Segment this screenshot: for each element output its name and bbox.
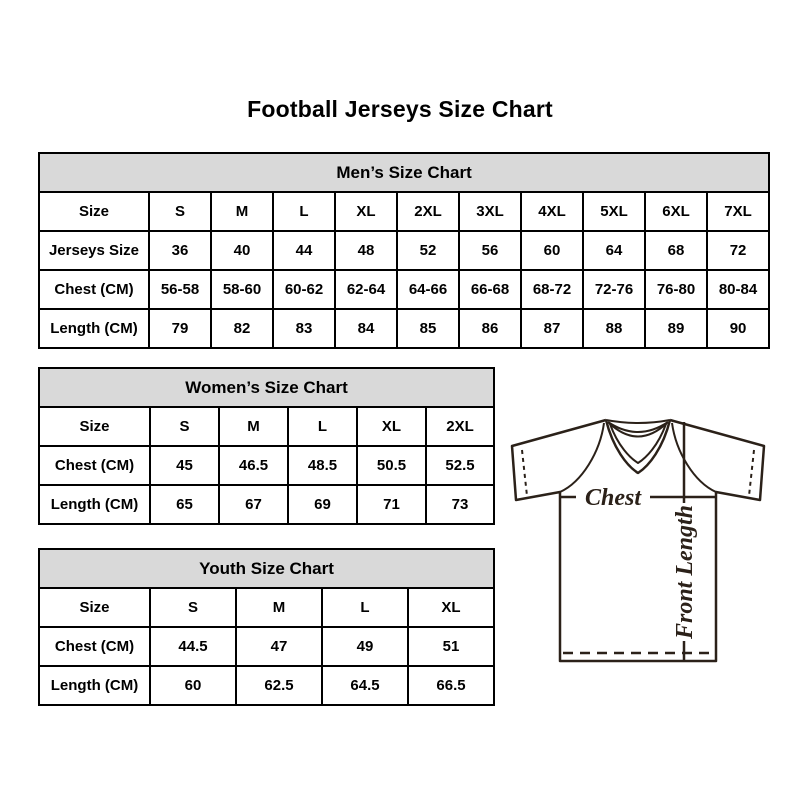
value-cell: 88 (583, 309, 645, 348)
size-cell: L (322, 588, 408, 627)
youth-size-chart-table (38, 548, 495, 706)
value-cell: 60 (150, 666, 236, 705)
value-cell: 45 (150, 446, 219, 485)
value-cell: 82 (211, 309, 273, 348)
chest-label: Chest (584, 485, 642, 511)
value-cell: 72 (707, 231, 769, 270)
table-header-row (39, 549, 494, 588)
row-label-length: Length (CM) (39, 666, 150, 705)
size-cell: 4XL (521, 192, 583, 231)
value-cell: 80-84 (707, 270, 769, 309)
value-cell: 66-68 (459, 270, 521, 309)
size-cell: M (219, 407, 288, 446)
page-title: Football Jerseys Size Chart (247, 96, 553, 122)
value-cell: 58-60 (211, 270, 273, 309)
value-cell: 49 (322, 627, 408, 666)
value-cell: 48 (335, 231, 397, 270)
value-cell: 64 (583, 231, 645, 270)
value-cell: 72-76 (583, 270, 645, 309)
value-cell: 62-64 (335, 270, 397, 309)
table-row (39, 588, 494, 627)
table-row (39, 407, 494, 446)
value-cell: 40 (211, 231, 273, 270)
size-cell: S (150, 407, 219, 446)
value-cell: 83 (273, 309, 335, 348)
row-label-size: Size (39, 588, 150, 627)
youth-table-title: Youth Size Chart (39, 549, 494, 588)
value-cell: 84 (335, 309, 397, 348)
jersey-measurement-diagram (500, 400, 780, 670)
value-cell: 56-58 (149, 270, 211, 309)
row-label-chest: Chest (CM) (39, 627, 150, 666)
table-row (39, 627, 494, 666)
value-cell: 64-66 (397, 270, 459, 309)
right-armhole-seam (672, 423, 716, 492)
row-label-length: Length (CM) (39, 309, 149, 348)
row-label-jerseys-size: Jerseys Size (39, 231, 149, 270)
value-cell: 69 (288, 485, 357, 524)
table-header-row (39, 153, 769, 192)
row-label-chest: Chest (CM) (39, 270, 149, 309)
value-cell: 68-72 (521, 270, 583, 309)
value-cell: 51 (408, 627, 494, 666)
size-cell: 6XL (645, 192, 707, 231)
size-cell: 2XL (397, 192, 459, 231)
value-cell: 67 (219, 485, 288, 524)
table-row (39, 446, 494, 485)
value-cell: 52.5 (426, 446, 494, 485)
row-label-size: Size (39, 407, 150, 446)
size-cell: M (211, 192, 273, 231)
size-cell: XL (335, 192, 397, 231)
value-cell: 71 (357, 485, 426, 524)
value-cell: 52 (397, 231, 459, 270)
size-cell: 3XL (459, 192, 521, 231)
table-row (39, 231, 769, 270)
row-label-chest: Chest (CM) (39, 446, 150, 485)
value-cell: 46.5 (219, 446, 288, 485)
value-cell: 60-62 (273, 270, 335, 309)
size-cell: M (236, 588, 322, 627)
row-label-length: Length (CM) (39, 485, 150, 524)
value-cell: 73 (426, 485, 494, 524)
size-cell: S (150, 588, 236, 627)
size-cell: 5XL (583, 192, 645, 231)
collar-top-edge (606, 420, 670, 423)
table-row (39, 192, 769, 231)
value-cell: 76-80 (645, 270, 707, 309)
size-cell: L (288, 407, 357, 446)
collar-band-arc-2 (609, 423, 667, 437)
left-cuff-dashed-seam (522, 450, 527, 496)
size-cell: XL (408, 588, 494, 627)
row-label-size: Size (39, 192, 149, 231)
value-cell: 79 (149, 309, 211, 348)
table-row (39, 485, 494, 524)
womens-table-title: Women’s Size Chart (39, 368, 494, 407)
value-cell: 60 (521, 231, 583, 270)
value-cell: 68 (645, 231, 707, 270)
front-length-label: Front Length (672, 504, 698, 640)
womens-size-chart-table (38, 367, 495, 525)
value-cell: 62.5 (236, 666, 322, 705)
value-cell: 89 (645, 309, 707, 348)
value-cell: 85 (397, 309, 459, 348)
right-cuff-dashed-seam (749, 450, 754, 496)
value-cell: 90 (707, 309, 769, 348)
table-row (39, 309, 769, 348)
value-cell: 44 (273, 231, 335, 270)
jersey-outline (512, 420, 764, 661)
size-cell: 7XL (707, 192, 769, 231)
value-cell: 65 (150, 485, 219, 524)
value-cell: 66.5 (408, 666, 494, 705)
value-cell: 87 (521, 309, 583, 348)
value-cell: 86 (459, 309, 521, 348)
table-row (39, 270, 769, 309)
value-cell: 48.5 (288, 446, 357, 485)
size-cell: XL (357, 407, 426, 446)
left-armhole-seam (560, 423, 604, 492)
value-cell: 44.5 (150, 627, 236, 666)
table-header-row (39, 368, 494, 407)
value-cell: 50.5 (357, 446, 426, 485)
value-cell: 36 (149, 231, 211, 270)
table-row (39, 666, 494, 705)
size-cell: L (273, 192, 335, 231)
value-cell: 56 (459, 231, 521, 270)
size-cell: S (149, 192, 211, 231)
value-cell: 47 (236, 627, 322, 666)
value-cell: 64.5 (322, 666, 408, 705)
mens-table-title: Men’s Size Chart (39, 153, 769, 192)
size-cell: 2XL (426, 407, 494, 446)
mens-size-chart-table (38, 152, 770, 349)
